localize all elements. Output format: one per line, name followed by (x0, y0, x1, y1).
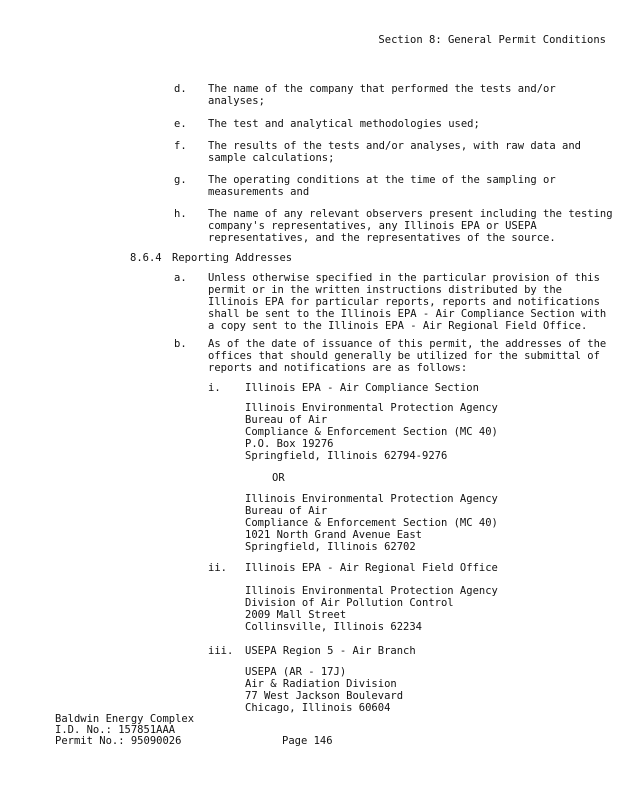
footer-facility: Baldwin Energy Complex (55, 713, 195, 725)
address-compliance-street: Illinois Environmental Protection Agency Bureau of Air Compliance & Enforcement Section (MC 40) 1021 North Grand Avenue East Springfield, Illinois 62702 (245, 493, 498, 553)
address-usepa-region-5: USEPA (AR - 17J) Air & Radiation Division 77 West Jackson Boulevard Chicago, Illinois 60604 (245, 666, 404, 714)
address-regional-field-office: Illinois Environmental Protection Agency Division of Air Pollution Control 2009 Mall Street Collinsville, Illinois 62234 (245, 585, 498, 633)
footer-permit-number: Permit No.: 95090026 (55, 735, 182, 747)
subitem-ii-label: ii. (208, 562, 227, 574)
subitem-ii-title: Illinois EPA - Air Regional Field Office (245, 562, 498, 574)
item-e-text: The test and analytical methodologies used; (208, 118, 480, 130)
item-a-label: a. (174, 272, 187, 284)
item-g-label: g. (174, 174, 187, 186)
item-d-text: The name of the company that performed the tests and/or analyses; (208, 83, 556, 107)
item-h-label: h. (174, 208, 187, 220)
subsection-title: Reporting Addresses (172, 252, 293, 264)
item-b-label: b. (174, 338, 187, 350)
item-b-text: As of the date of issuance of this permit, the addresses of the offices that should generally be utilized for the submittal of reports and notifications are as follows: (208, 338, 607, 374)
subitem-iii-title: USEPA Region 5 - Air Branch (245, 645, 416, 657)
subitem-iii-label: iii. (208, 645, 234, 657)
or-separator: OR (272, 472, 285, 484)
subitem-i-label: i. (208, 382, 221, 394)
footer-id-number: I.D. No.: 157851AAA (55, 724, 176, 736)
item-g-text: The operating conditions at the time of the sampling or measurements and (208, 174, 556, 198)
section-header: Section 8: General Permit Conditions (378, 34, 606, 46)
item-h-text: The name of any relevant observers present including the testing company's representatives, any Illinois EPA or USEPA representatives, and the representatives of the source. (208, 208, 613, 244)
item-f-text: The results of the tests and/or analyses, with raw data and sample calculations; (208, 140, 581, 164)
subsection-number: 8.6.4 (130, 252, 162, 264)
item-a-text: Unless otherwise specified in the particular provision of this permit or in the written instructions distributed by the Illinois EPA for particular reports, reports and notifications shall be sent to the Illinois EPA - Air Compliance Section with a copy sent to the Illinois EPA - Air Regional Field Office. (208, 272, 607, 332)
item-d-label: d. (174, 83, 187, 95)
item-f-label: f. (174, 140, 187, 152)
address-compliance-po-box: Illinois Environmental Protection Agency Bureau of Air Compliance & Enforcement Section (MC 40) P.O. Box 19276 Springfield, Illinois 62794-9276 (245, 402, 498, 462)
subitem-i-title: Illinois EPA - Air Compliance Section (245, 382, 479, 394)
footer-page-number: Page 146 (282, 735, 333, 747)
item-e-label: e. (174, 118, 187, 130)
